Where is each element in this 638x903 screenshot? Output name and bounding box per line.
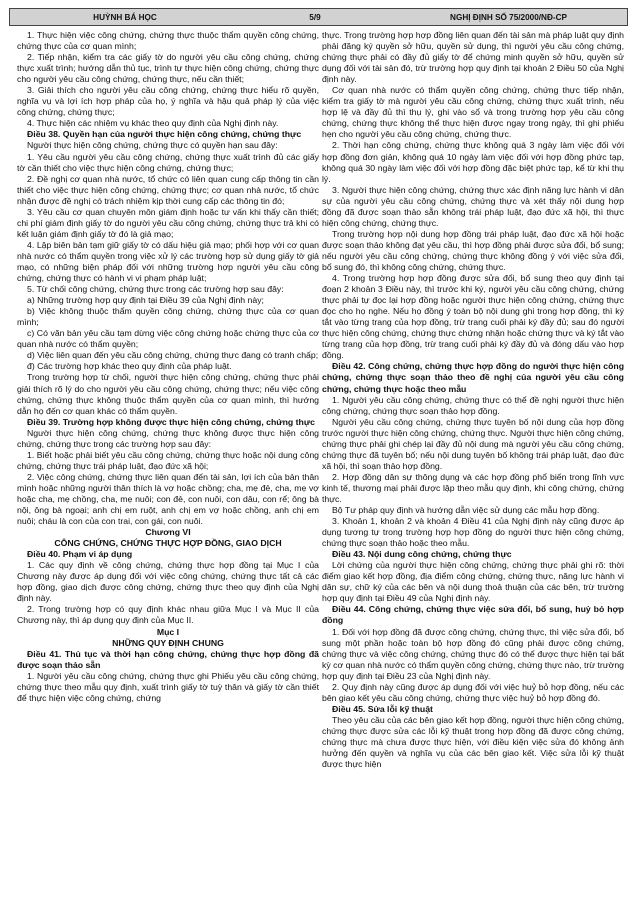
paragraph: Cơ quan nhà nước có thẩm quyền công chứng, chứng thực tiếp nhận, kiểm tra giấy tờ mà người yêu cầu công chứng, chứng thực xuất trình, nếu hợp lệ và đầy đủ thì thụ lý, ghi vào sổ và trong trường hợp yêu cầu công chứng, chứng thực không thể thực hiện được ngay trong ngày, thì ghi phiếu hẹn cho người yêu cầu công chứng, chứng thực. [322,85,624,140]
paragraph: b) Việc không thuộc thẩm quyền công chứng, chứng thực của cơ quan mình; [17,306,319,328]
section-heading: Chương VI [145,527,191,538]
article-heading: Điều 39. Trường hợp không được thực hiện công chứng, chứng thực [27,416,315,427]
paragraph: Trong trường hợp từ chối, người thực hiện công chứng, chứng thực phải giải thích rõ lý do cho người yêu cầu công chứng, chứng thực; nếu việc công chứng, chứng thực không thuộc thẩm quyền của cơ quan mình, thì hướng dẫn họ đến cơ quan khác có thẩm quyền. [17,372,319,416]
header-author: HUỲNH BÁ HỌC [93,12,157,22]
paragraph: Người thực hiện công chứng, chứng thực không được thực hiện công chứng, chứng thực trong các trường hợp sau đây: [17,427,319,449]
paragraph: 3. Khoản 1, khoản 2 và khoản 4 Điều 41 của Nghị định này cũng được áp dụng tương tự trong trường hợp hợp đồng do người thực hiện công chứng, chứng thực soạn thảo hoặc theo mẫu. [322,516,624,549]
article-heading: Điều 43. Nội dung công chứng, chứng thực [332,549,512,560]
paragraph: c) Có văn bản yêu cầu tạm dừng việc công chứng hoặc chứng thực của cơ quan nhà nước có thẩm quyền; [17,328,319,350]
right-text-column [322,30,624,896]
paragraph: 3. Giải thích cho người yêu cầu công chứng, chứng thực hiểu rõ quyền, nghĩa vụ và lợi ích hợp pháp của họ, ý nghĩa và hậu quả pháp lý của việc công chứng, chứng thực; [17,85,319,118]
article-heading: Điều 44. Công chứng, chứng thực việc sửa đổi, bổ sung, huỷ bỏ hợp đồng [322,604,624,626]
paragraph: Người thực hiện công chứng, chứng thực có quyền hạn sau đây: [27,140,278,151]
section-heading: NHỮNG QUY ĐỊNH CHUNG [112,637,224,648]
left-text-column [17,30,319,896]
paragraph: 1. Thực hiện việc công chứng, chứng thực thuộc thẩm quyền công chứng, chứng thực của cơ quan mình; [17,30,319,52]
paragraph: 1. Biết hoặc phải biết yêu cầu công chứng, chứng thực hoặc nội dung công chứng, chứng thực trái pháp luật, đạo đức xã hội; [17,449,319,471]
paragraph: 1. Các quy định về công chứng, chứng thực hợp đồng tại Mục I của Chương này được áp dụng đối với việc công chứng, chứng thực tất cả các hợp đồng, giao dịch được công chứng, chứng thực theo quy định của Nghị định này. [17,560,319,604]
paragraph: Trong trường hợp nội dung hợp đồng trái pháp luật, đạo đức xã hội hoặc được soạn thảo không đạt yêu cầu, thì hợp đồng phải được sửa đổi, bổ sung; nếu người yêu cầu công chứng, chứng thực không đồng ý với việc sửa đổi, bổ sung đó, thì không công chứng, chứng thực. [322,228,624,272]
paragraph: 3. Người thực hiện công chứng, chứng thực xác định năng lực hành vi dân sự của người yêu cầu công chứng, chứng thực và xét thấy nội dung hợp đồng đã được soạn thảo sẵn không trái pháp luật, đạo đức xã hội, thì thực hiện công chứng, chứng thực. [322,184,624,228]
section-heading: Mục I [156,626,180,637]
paragraph: 4. Lập biên bản tạm giữ giấy tờ có dấu hiệu giả mạo; phối hợp với cơ quan nhà nước có thẩm quyền trong việc xử lý các trường hợp sử dụng giấy tờ giả mạo, có những biện pháp đối với những trường hợp người yêu cầu công chứng, chứng thực có hành vi vi phạm pháp luật; [17,239,319,284]
paragraph: 2. Đề nghị cơ quan nhà nước, tổ chức có liên quan cung cấp thông tin cần thiết cho việc thực hiện công chứng, chứng thực; cơ quan nhà nước, tổ chức nhận được đề nghị có trách nhiệm kịp thời cung cấp các thông tin đó; [17,173,319,206]
paragraph: 2. Hợp đồng dân sự thông dụng và các hợp đồng phổ biến trong lĩnh vực kinh tế, thương mại phải được lập theo mẫu quy định, khi công chứng, chứng thực. [322,471,624,504]
paragraph: Người yêu cầu công chứng, chứng thực tuyên bố nội dung của hợp đồng trước người thực hiện công chứng, chứng thực. Người thực hiện công chứng, chứng thực phải ghi chép lại đầy đủ nội dung mà người yêu cầu công chứng, chứng thực đã tuyên bố; nếu nội dung tuyên bố không trái pháp luật, đạo đức xã hội, thì soạn thảo hợp đồng. [322,416,624,471]
paragraph: 4. Thực hiện các nhiệm vụ khác theo quy định của Nghị định này. [27,118,279,129]
paragraph: 2. Việc công chứng, chứng thực liên quan đến tài sản, lợi ích của bản thân mình hoặc những người thân thích là vợ hoặc chồng; cha, mẹ đẻ, cha, mẹ vợ hoặc cha, mẹ chồng, cha, mẹ nuôi; con đẻ, con nuôi, con dâu, con rể; ông bà nội, ông bà ngoại; anh chị em ruột, anh chị em vợ hoặc chồng, anh chị em nuôi; cháu là con của con trai, con gái, con nuôi. [17,471,319,527]
paragraph: 3. Yêu cầu cơ quan chuyên môn giám định hoặc tư vấn khi thấy cần thiết; chi phí giám định giấy tờ do người yêu cầu công chứng, chứng thực trả khi có kết luận giám định giấy tờ đó là giả mạo; [17,206,319,239]
paragraph: 2. Quy định này cũng được áp dụng đối với việc huỷ bỏ hợp đồng, nếu các bên giao kết yêu cầu công chứng, chứng thực việc huỷ bỏ hợp đồng đó. [322,681,624,703]
header-page-number: 5/9 [309,12,321,22]
page-header [9,8,628,26]
paragraph: 2. Trong trường hợp có quy định khác nhau giữa Mục I và Mục II của Chương này, thì áp dụng quy định của Mục II. [17,604,319,626]
paragraph: thực. Trong trường hợp hợp đồng liên quan đến tài sản mà pháp luật quy định phải đăng ký quyền sở hữu, quyền sử dụng, thì người yêu cầu công chứng, chứng thực phải có đầy đủ giấy tờ để chứng minh quyền sở hữu, quyền sử dụng đối với tài sản đó, trừ trường hợp quy định tại khoản 2 Điều 50 của Nghị định này. [322,30,624,85]
article-heading: Điều 40. Phạm vi áp dụng [27,549,133,560]
article-heading: Điều 42. Công chứng, chứng thực hợp đồng do người thực hiện công chứng, chứng thực soạn thảo theo đề nghị của người yêu cầu công chứng, chứng thực hoặc theo mẫu [322,361,624,394]
paragraph: Lời chứng của người thực hiện công chứng, chứng thực phải ghi rõ: thời điểm giao kết hợp đồng, địa điểm công chứng, chứng thực, năng lực hành vi dân sự, chữ ký của các bên và nội dung thoả thuận của các bên, trừ trường hợp quy định tại Điều 49 của Nghị định này. [322,560,624,604]
paragraph: 1. Yêu cầu người yêu cầu công chứng, chứng thực xuất trình đủ các giấy tờ cần thiết cho việc thực hiện công chứng, chứng thực; [17,151,319,173]
paragraph: 2. Tiếp nhận, kiểm tra các giấy tờ do người yêu cầu công chứng, chứng thực xuất trình; hướng dẫn thủ tục, trình tự thực hiện công chứng, chứng thực cho người yêu cầu công chứng, chứng thực, nếu cần thiết; [17,52,319,85]
section-heading: CÔNG CHỨNG, CHỨNG THỰC HỢP ĐỒNG, GIAO DỊCH [54,538,282,549]
paragraph: Theo yêu cầu của các bên giao kết hợp đồng, người thực hiện công chứng, chứng thực được sửa các lỗi kỹ thuật trong hợp đồng đã được công chứng, chứng thực mà chưa được thực hiện, với điều kiện việc sửa đó không ảnh hưởng đến quyền và nghĩa vụ của các bên giao kết. Việc sửa lỗi kỹ thuật được thực hiện [322,714,624,770]
paragraph: d) Việc liên quan đến yêu cầu công chứng, chứng thực đang có tranh chấp; [27,350,319,361]
article-heading: Điều 38. Quyền hạn của người thực hiện công chứng, chứng thực [27,129,302,140]
paragraph: 1. Người yêu cầu công chứng, chứng thực có thể đề nghị người thực hiện công chứng, chứng thực soạn thảo hợp đồng. [322,394,624,416]
article-heading: Điều 45. Sửa lỗi kỹ thuật [332,703,433,714]
paragraph: Bộ Tư pháp quy định và hướng dẫn việc sử dụng các mẫu hợp đồng. [332,505,600,516]
paragraph: a) Những trường hợp quy định tại Điều 39 của Nghị định này; [27,295,264,306]
paragraph: 2. Thời hạn công chứng, chứng thực không quá 3 ngày làm việc đối với hợp đồng đơn giản, không quá 10 ngày làm việc đối với hợp đồng phức tạp, không quá 30 ngày làm việc đối với hợp đồng đặc biệt phức tạp, kể từ khi thụ lý. [322,140,624,184]
paragraph: đ) Các trường hợp khác theo quy định của pháp luật. [27,361,232,372]
header-decree-title: NGHỊ ĐỊNH SỐ 75/2000/NĐ-CP [450,12,567,22]
paragraph: 5. Từ chối công chứng, chứng thực trong các trường hợp sau đây: [27,284,284,295]
paragraph: 4. Trong trường hợp hợp đồng được sửa đổi, bổ sung theo quy định tại đoạn 2 khoản 3 Điều này, thì trước khi ký, người yêu cầu công chứng, chứng thực phải tự đọc lại hợp đồng hoặc người thực hiện công chứng, chứng thực đọc cho họ nghe. Nếu họ đồng ý toàn bộ nội dung ghi trong hợp đồng, thì ký tắt vào từng trang của hợp đồng, trừ trang cuối phải ký đầy đủ; sau đó người thực hiện công chứng, chứng thực chứng nhận hoặc chứng thực và ký tắt vào từng trang của hợp đồng, trừ trang cuối phải ký đầy đủ và đóng dấu vào hợp đồng. [322,273,624,361]
paragraph: 1. Người yêu cầu công chứng, chứng thực ghi Phiếu yêu cầu công chứng, chứng thực theo mẫu quy định, xuất trình giấy tờ tuỳ thân và giấy tờ cần thiết để thực hiện việc công chứng, chứng [17,670,319,703]
paragraph: 1. Đối với hợp đồng đã được công chứng, chứng thực, thì việc sửa đổi, bổ sung một phần hoặc toàn bộ hợp đồng đó cũng phải được công chứng, chứng thực và việc công chứng, chứng thực đó có thể được thực hiện tại bất kỳ cơ quan nhà nước có thẩm quyền công chứng, chứng thực nào, trừ trường hợp quy định tại Điều 23 của Nghị định này. [322,626,624,681]
article-heading: Điều 41. Thủ tục và thời hạn công chứng, chứng thực hợp đồng đã được soạn thảo sẵn [17,648,319,670]
